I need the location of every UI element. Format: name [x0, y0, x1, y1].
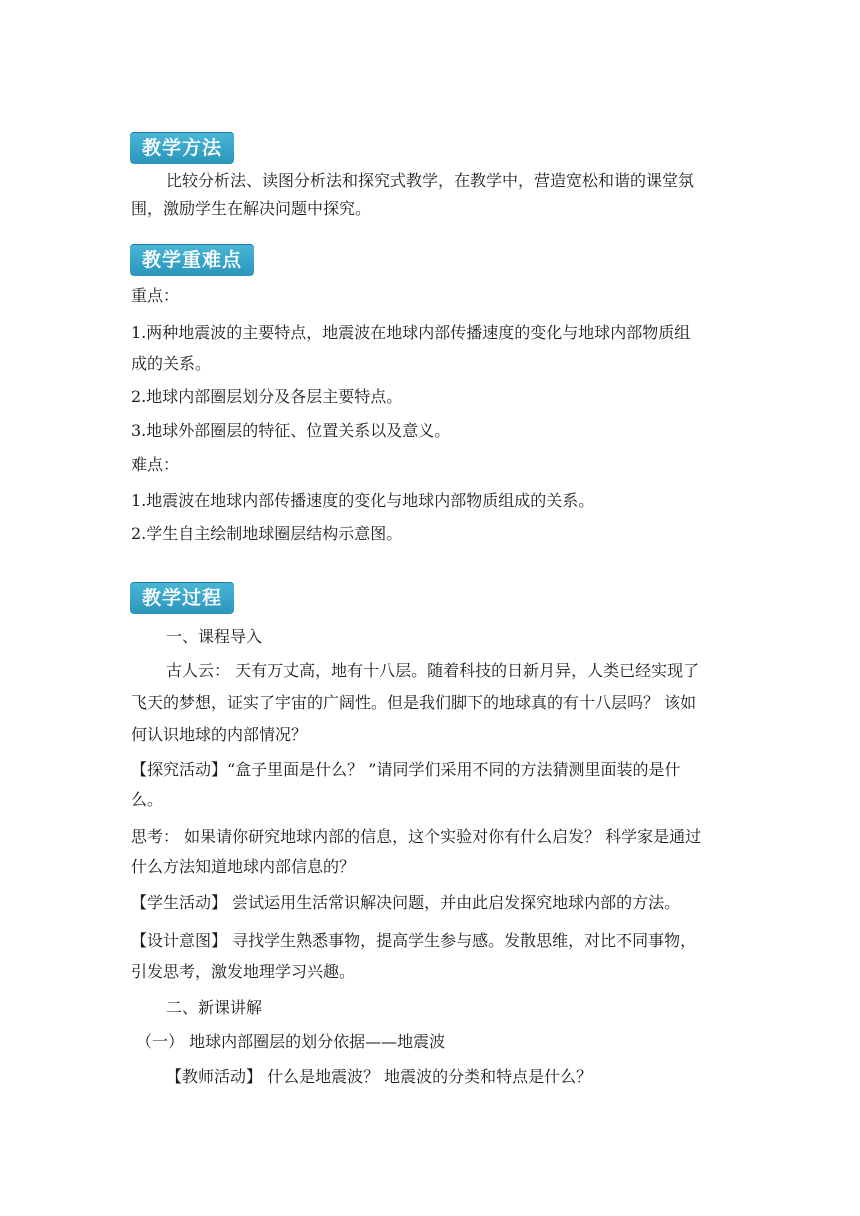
focus-label: 重点：: [131, 286, 180, 305]
sub-heading-1: （一） 地球内部圈层的划分依据——地震波: [136, 1032, 446, 1051]
intro-heading: 一、课程导入: [166, 627, 263, 646]
method-paragraph-line-1: 比较分析法、读图分析法和探究式教学，在教学中，营造宽松和谐的课堂氛: [166, 171, 695, 190]
new-lesson-heading: 二、新课讲解: [166, 998, 263, 1017]
intro-line-2: 飞天的梦想，证实了宇宙的广阔性。但是我们脚下的地球真的有十八层吗？ 该如: [131, 693, 697, 712]
student-activity: 【学生活动】 尝试运用生活常识解决问题，并由此启发探究地球内部的方法。: [131, 893, 681, 912]
think-line-2: 什么方法知道地球内部信息的？: [131, 857, 356, 876]
explore-activity-line-2: 么。: [131, 790, 164, 809]
intro-line-1: 古人云： 天有万丈高，地有十八层。随着科技的日新月异，人类已经实现了: [166, 661, 700, 680]
difficulty-label: 难点：: [131, 455, 180, 474]
focus-item-1-line-1: 1.两种地震波的主要特点，地震波在地球内部传播速度的变化与地球内部物质组: [131, 323, 691, 342]
think-line-1: 思考： 如果请你研究地球内部的信息，这个实验对你有什么启发？ 科学家是通过: [131, 827, 702, 846]
difficulty-item-1: 1.地震波在地球内部传播速度的变化与地球内部物质组成的关系。: [131, 491, 595, 510]
section-badge-process: 教学过程: [130, 582, 234, 614]
section-badge-method: 教学方法: [130, 132, 234, 164]
focus-item-1-line-2: 成的关系。: [131, 354, 212, 373]
design-intent-line-2: 引发思考，激发地理学习兴趣。: [131, 962, 356, 981]
method-paragraph-line-2: 围，激励学生在解决问题中探究。: [131, 199, 372, 218]
intro-line-3: 何认识地球的内部情况？: [131, 725, 308, 744]
design-intent-line-1: 【设计意图】 寻找学生熟悉事物，提高学生参与感。发散思维，对比不同事物，: [131, 931, 697, 950]
focus-item-2: 2.地球内部圈层划分及各层主要特点。: [131, 387, 403, 406]
explore-activity-line-1: 【探究活动】“盒子里面是什么？ ”请同学们采用不同的方法猜测里面装的是什: [131, 760, 681, 779]
difficulty-item-2: 2.学生自主绘制地球圈层结构示意图。: [131, 524, 403, 543]
teacher-activity: 【教师活动】 什么是地震波？ 地震波的分类和特点是什么？: [166, 1067, 593, 1086]
section-badge-keypoints: 教学重难点: [130, 244, 254, 276]
focus-item-3: 3.地球外部圈层的特征、位置关系以及意义。: [131, 421, 451, 440]
